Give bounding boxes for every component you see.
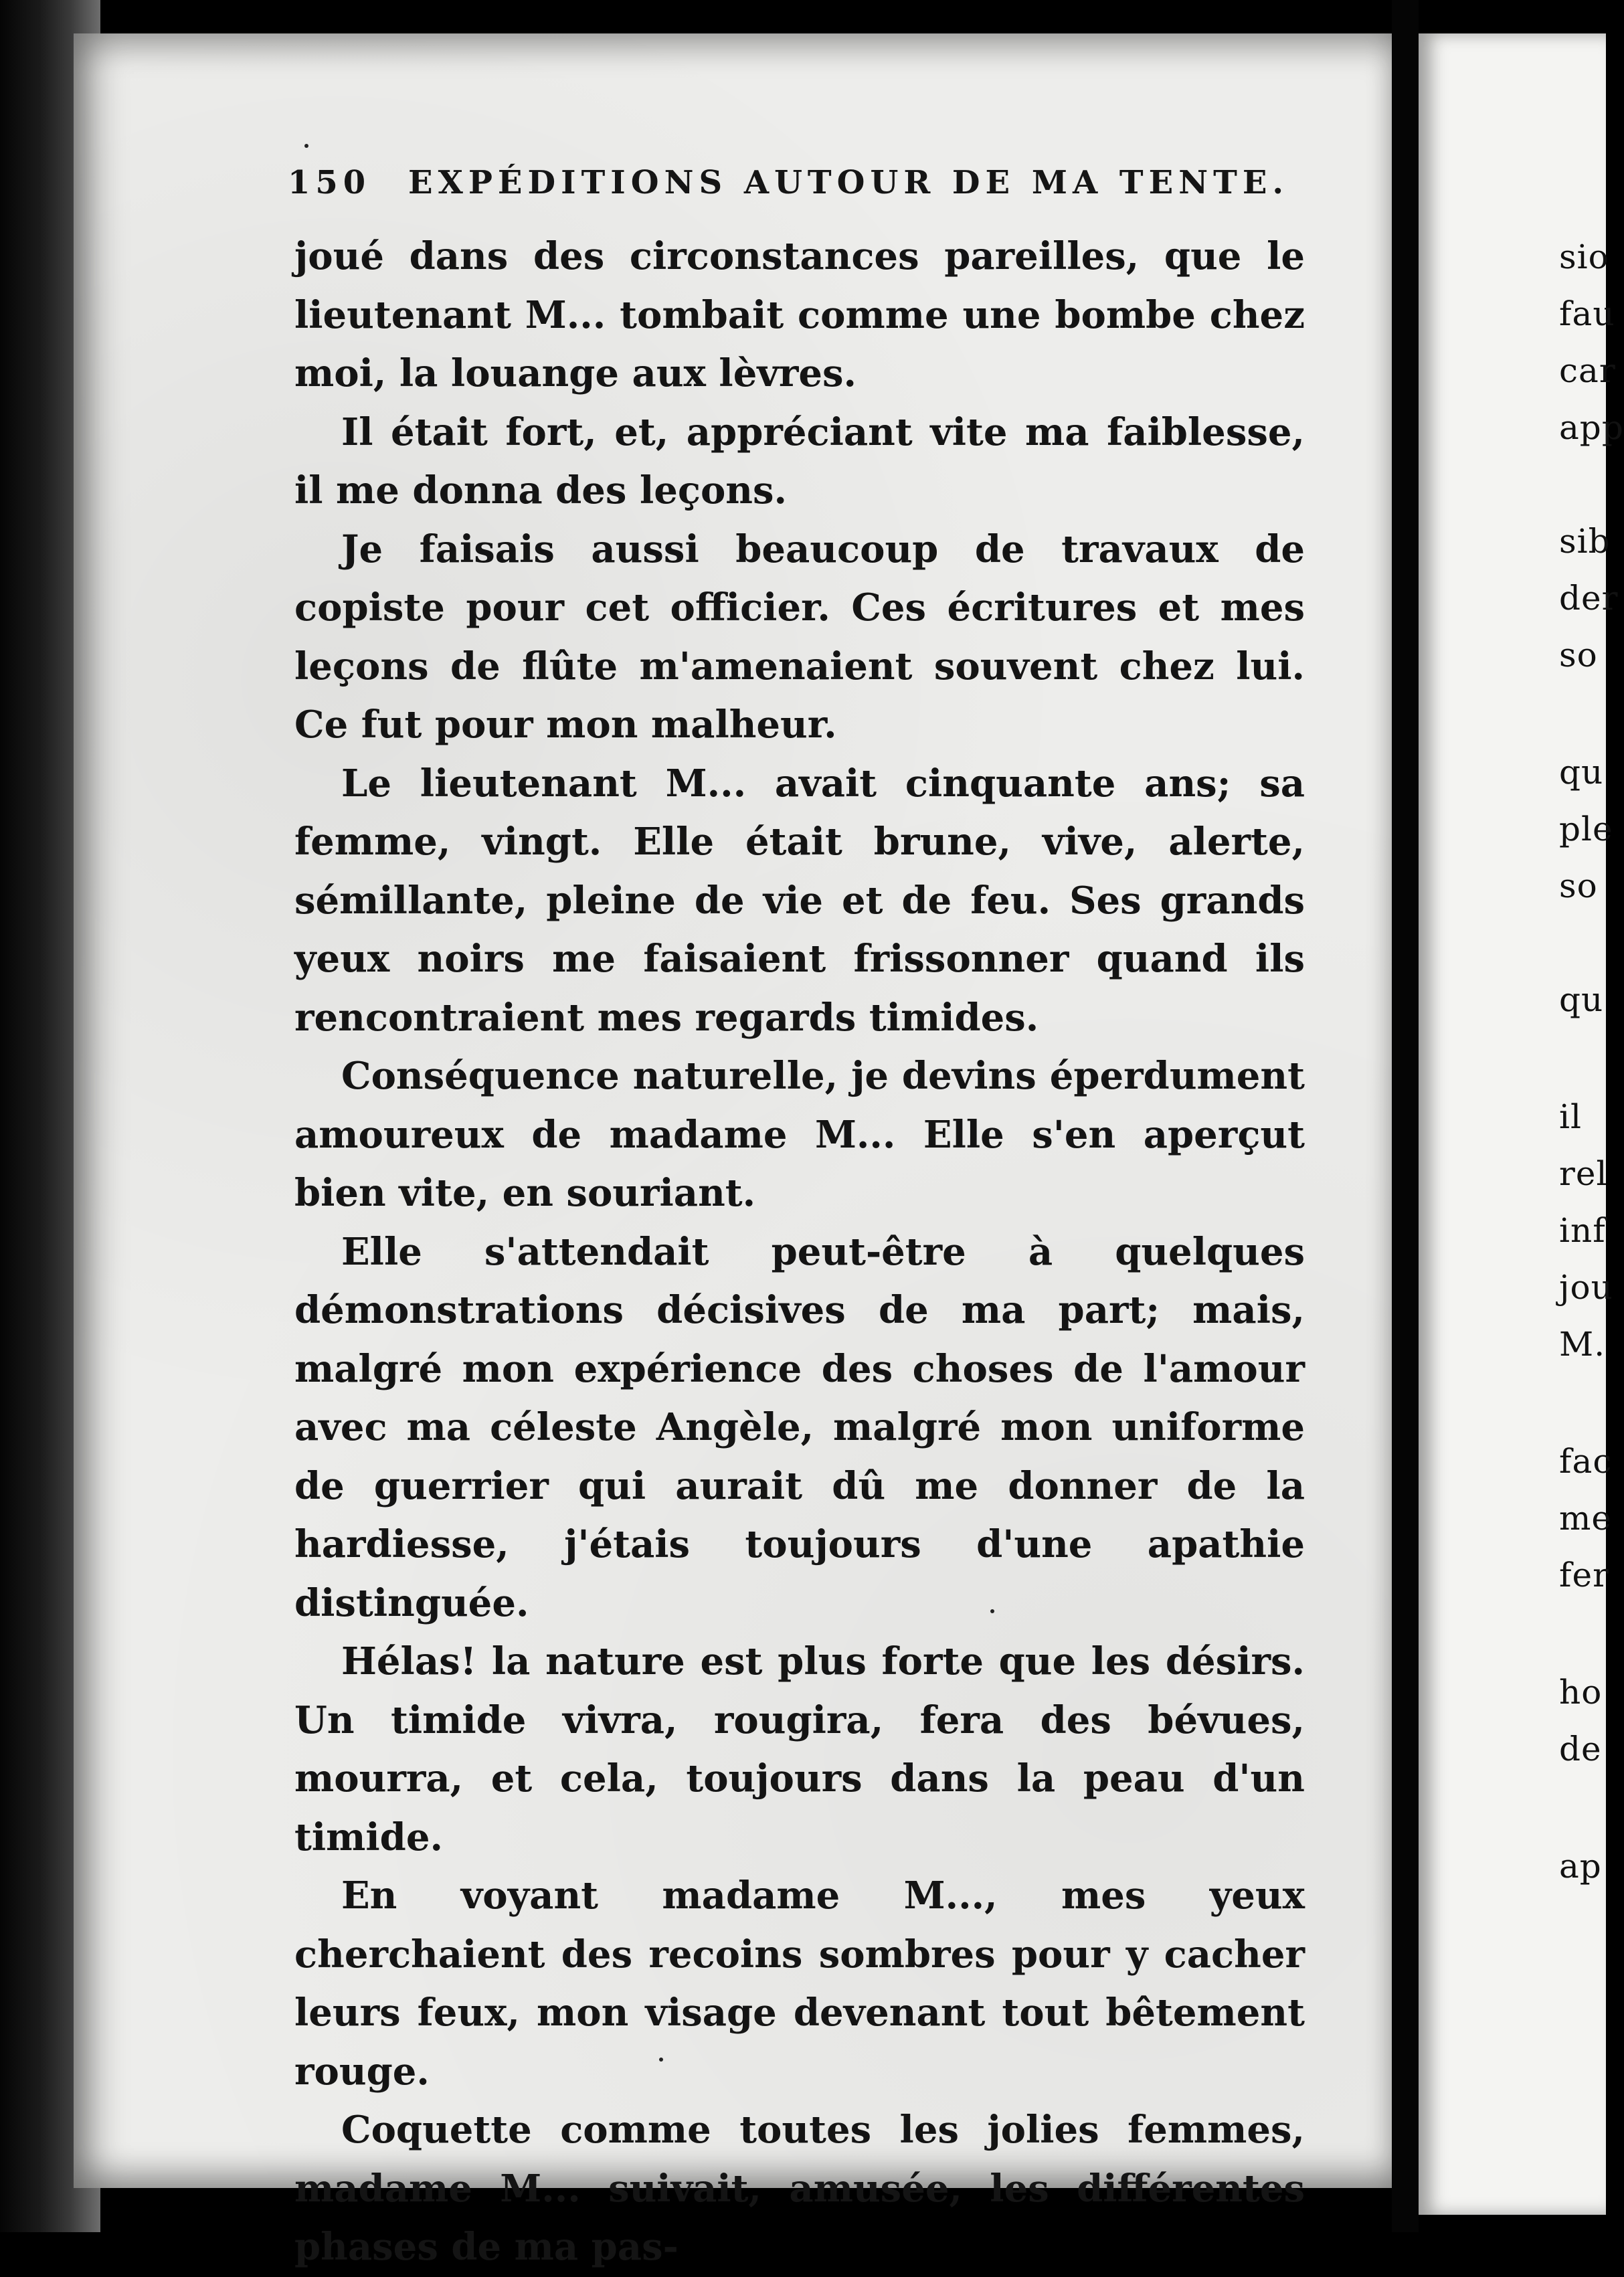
paragraph: Je faisais aussi beaucoup de travaux de copiste pour cet officier. Ces écritures et mes leçons de flûte m'amenaient souvent chez lui. Ce fut pour mon malheur. (294, 527, 1305, 747)
facing-page-fragment: fau (1559, 294, 1615, 333)
facing-page-fragment: me (1559, 1499, 1613, 1538)
facing-page-fragment: so (1559, 636, 1598, 674)
facing-page-fragment: der (1559, 579, 1619, 618)
facing-page-fragment: ple (1559, 810, 1613, 848)
paragraph: joué dans des circonstances pareilles, que le lieutenant M... tombait comme une bombe chez moi, la louange aux lèvres. (294, 234, 1305, 395)
facing-page-fragment: jou (1559, 1268, 1613, 1307)
paragraph: Elle s'attendait peut-être à quelques démonstrations décisives de ma part; mais, malgré mon expérience des choses de l'amour avec ma céleste Angèle, malgré mon uniforme de guerrier qui aurait dû me donner de la hardiesse, j'étais toujours d'une apathie distinguée. (294, 1229, 1305, 1625)
facing-page-fragment: de (1559, 1730, 1602, 1768)
facing-page-fragment: sib (1559, 522, 1611, 561)
facing-page-fragment: qu (1559, 753, 1604, 792)
print-speck (304, 144, 308, 148)
paragraph: Il était fort, et, appréciant vite ma faiblesse, il me donna des leçons. (294, 409, 1305, 513)
print-speck (990, 1609, 994, 1613)
page-gutter (1392, 0, 1419, 2232)
page-body-text (294, 227, 1305, 2277)
paragraph: Conséquence naturelle, je devins éperdument amoureux de madame M... Elle s'en aperçut bien vite, en souriant. (294, 1054, 1305, 1215)
facing-page-fragment: so (1559, 867, 1598, 905)
facing-page-fragment: il (1559, 1097, 1582, 1136)
facing-page-fragment: sio (1559, 238, 1609, 276)
facing-page (1419, 33, 1624, 2215)
print-speck (659, 2058, 663, 2062)
facing-page-fragment: qu (1559, 980, 1604, 1019)
facing-page-fragment: ap (1559, 1847, 1602, 1886)
running-title: EXPÉDITIONS AUTOUR DE MA TENTE. (408, 164, 1289, 201)
running-header (288, 164, 1332, 211)
facing-page-fragment: rel (1559, 1154, 1608, 1193)
facing-page-fragment: fac (1559, 1442, 1613, 1481)
paragraph: En voyant madame M..., mes yeux cherchaient des recoins sombres pour y cacher leurs feux, mon visage devenant tout bêtement rouge. (294, 1874, 1305, 2094)
paragraph: Coquette comme toutes les jolies femmes, madame M... suivait, amusée, les différentes phases de ma pas- (294, 2108, 1305, 2269)
facing-page-fragment: ho (1559, 1673, 1603, 1712)
facing-page-fragment: inf (1559, 1211, 1606, 1250)
facing-page-fragment: car (1559, 351, 1616, 390)
facing-page-fragment: app (1559, 408, 1624, 447)
facing-page-fragment: M. (1559, 1325, 1606, 1364)
paragraph: Hélas! la nature est plus forte que les désirs. Un timide vivra, rougira, fera des bévues, mourra, et cela, toujours dans la peau d'un timide. (294, 1639, 1305, 1859)
facing-page-fragment: fer (1559, 1556, 1609, 1595)
page-number: 150 (288, 164, 371, 201)
paragraph: Le lieutenant M... avait cinquante ans; sa femme, vingt. Elle était brune, vive, alerte, sémillante, pleine de vie et de feu. Ses grands yeux noirs me faisaient frissonner quand ils rencontraient mes regards timides. (294, 761, 1305, 1040)
